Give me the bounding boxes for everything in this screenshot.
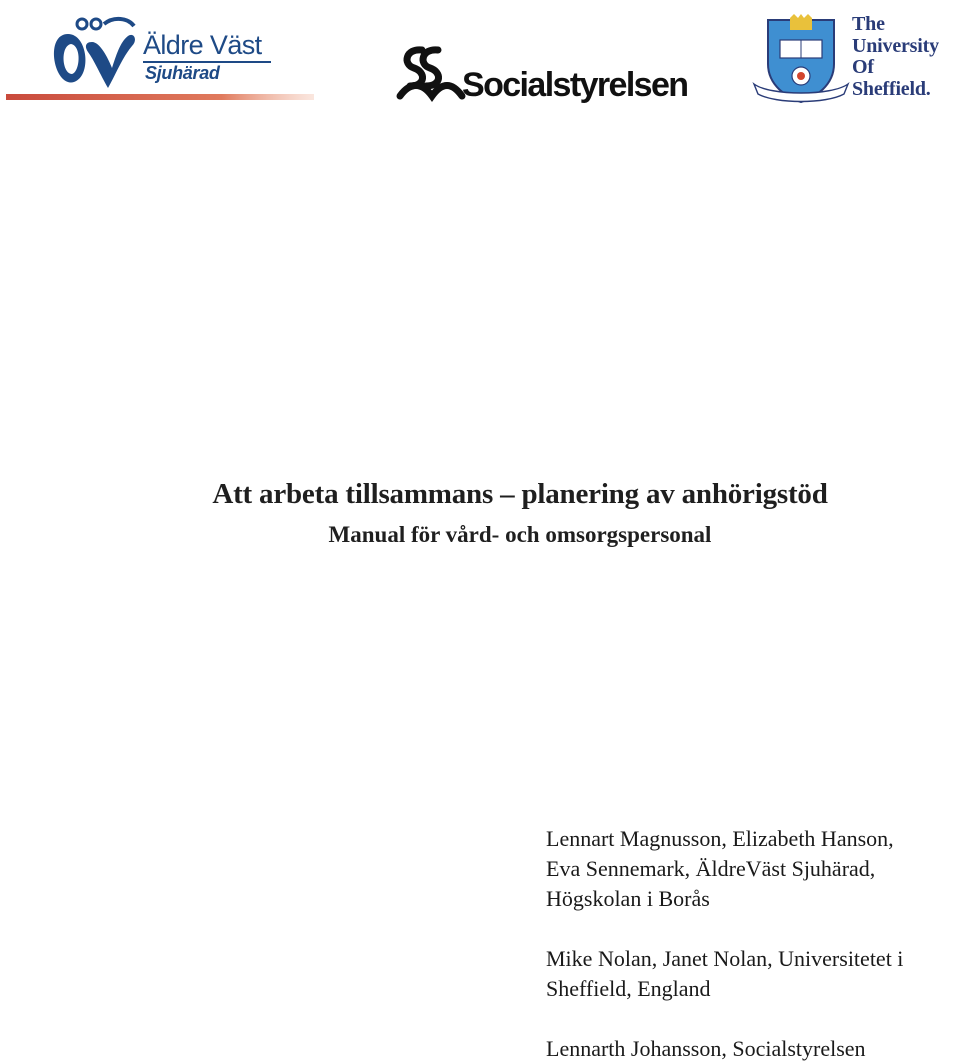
author-line: Lennart Magnusson, Elizabeth Hanson,: [546, 826, 894, 851]
uos-line-the: The: [852, 13, 885, 35]
university-of-sheffield-wordmark: [852, 14, 939, 100]
author-line: Mike Nolan, Janet Nolan, Universitetet i: [546, 946, 904, 971]
aldre-vast-emblem-icon: [54, 19, 135, 88]
aldre-vast-logo-subtitle: Sjuhärad: [145, 63, 220, 83]
author-list: [546, 824, 960, 1064]
uos-line-university: University: [852, 34, 939, 57]
aldre-vast-logo-title: Äldre Väst: [143, 30, 262, 60]
uos-line-sheffield: Sheffield.: [852, 77, 931, 100]
aldre-vast-red-bar: [6, 94, 314, 100]
document-subtitle: Manual för vård- och omsorgspersonal: [328, 522, 712, 547]
document-title: Att arbeta tillsammans – planering av anhörigstöd: [212, 478, 828, 510]
sheffield-crest-icon: [754, 14, 848, 102]
author-line: Lennarth Johansson, Socialstyrelsen: [546, 1036, 866, 1061]
author-line: Eva Sennemark, ÄldreVäst Sjuhärad,: [546, 856, 876, 881]
uos-line-of: Of: [852, 56, 874, 78]
socialstyrelsen-wordmark: Socialstyrelsen: [462, 66, 688, 104]
aldre-vast-underline: [143, 61, 271, 64]
author-line: Sheffield, England: [546, 976, 711, 1001]
author-line: Högskolan i Borås: [546, 886, 710, 911]
socialstyrelsen-emblem-icon: [400, 50, 462, 96]
